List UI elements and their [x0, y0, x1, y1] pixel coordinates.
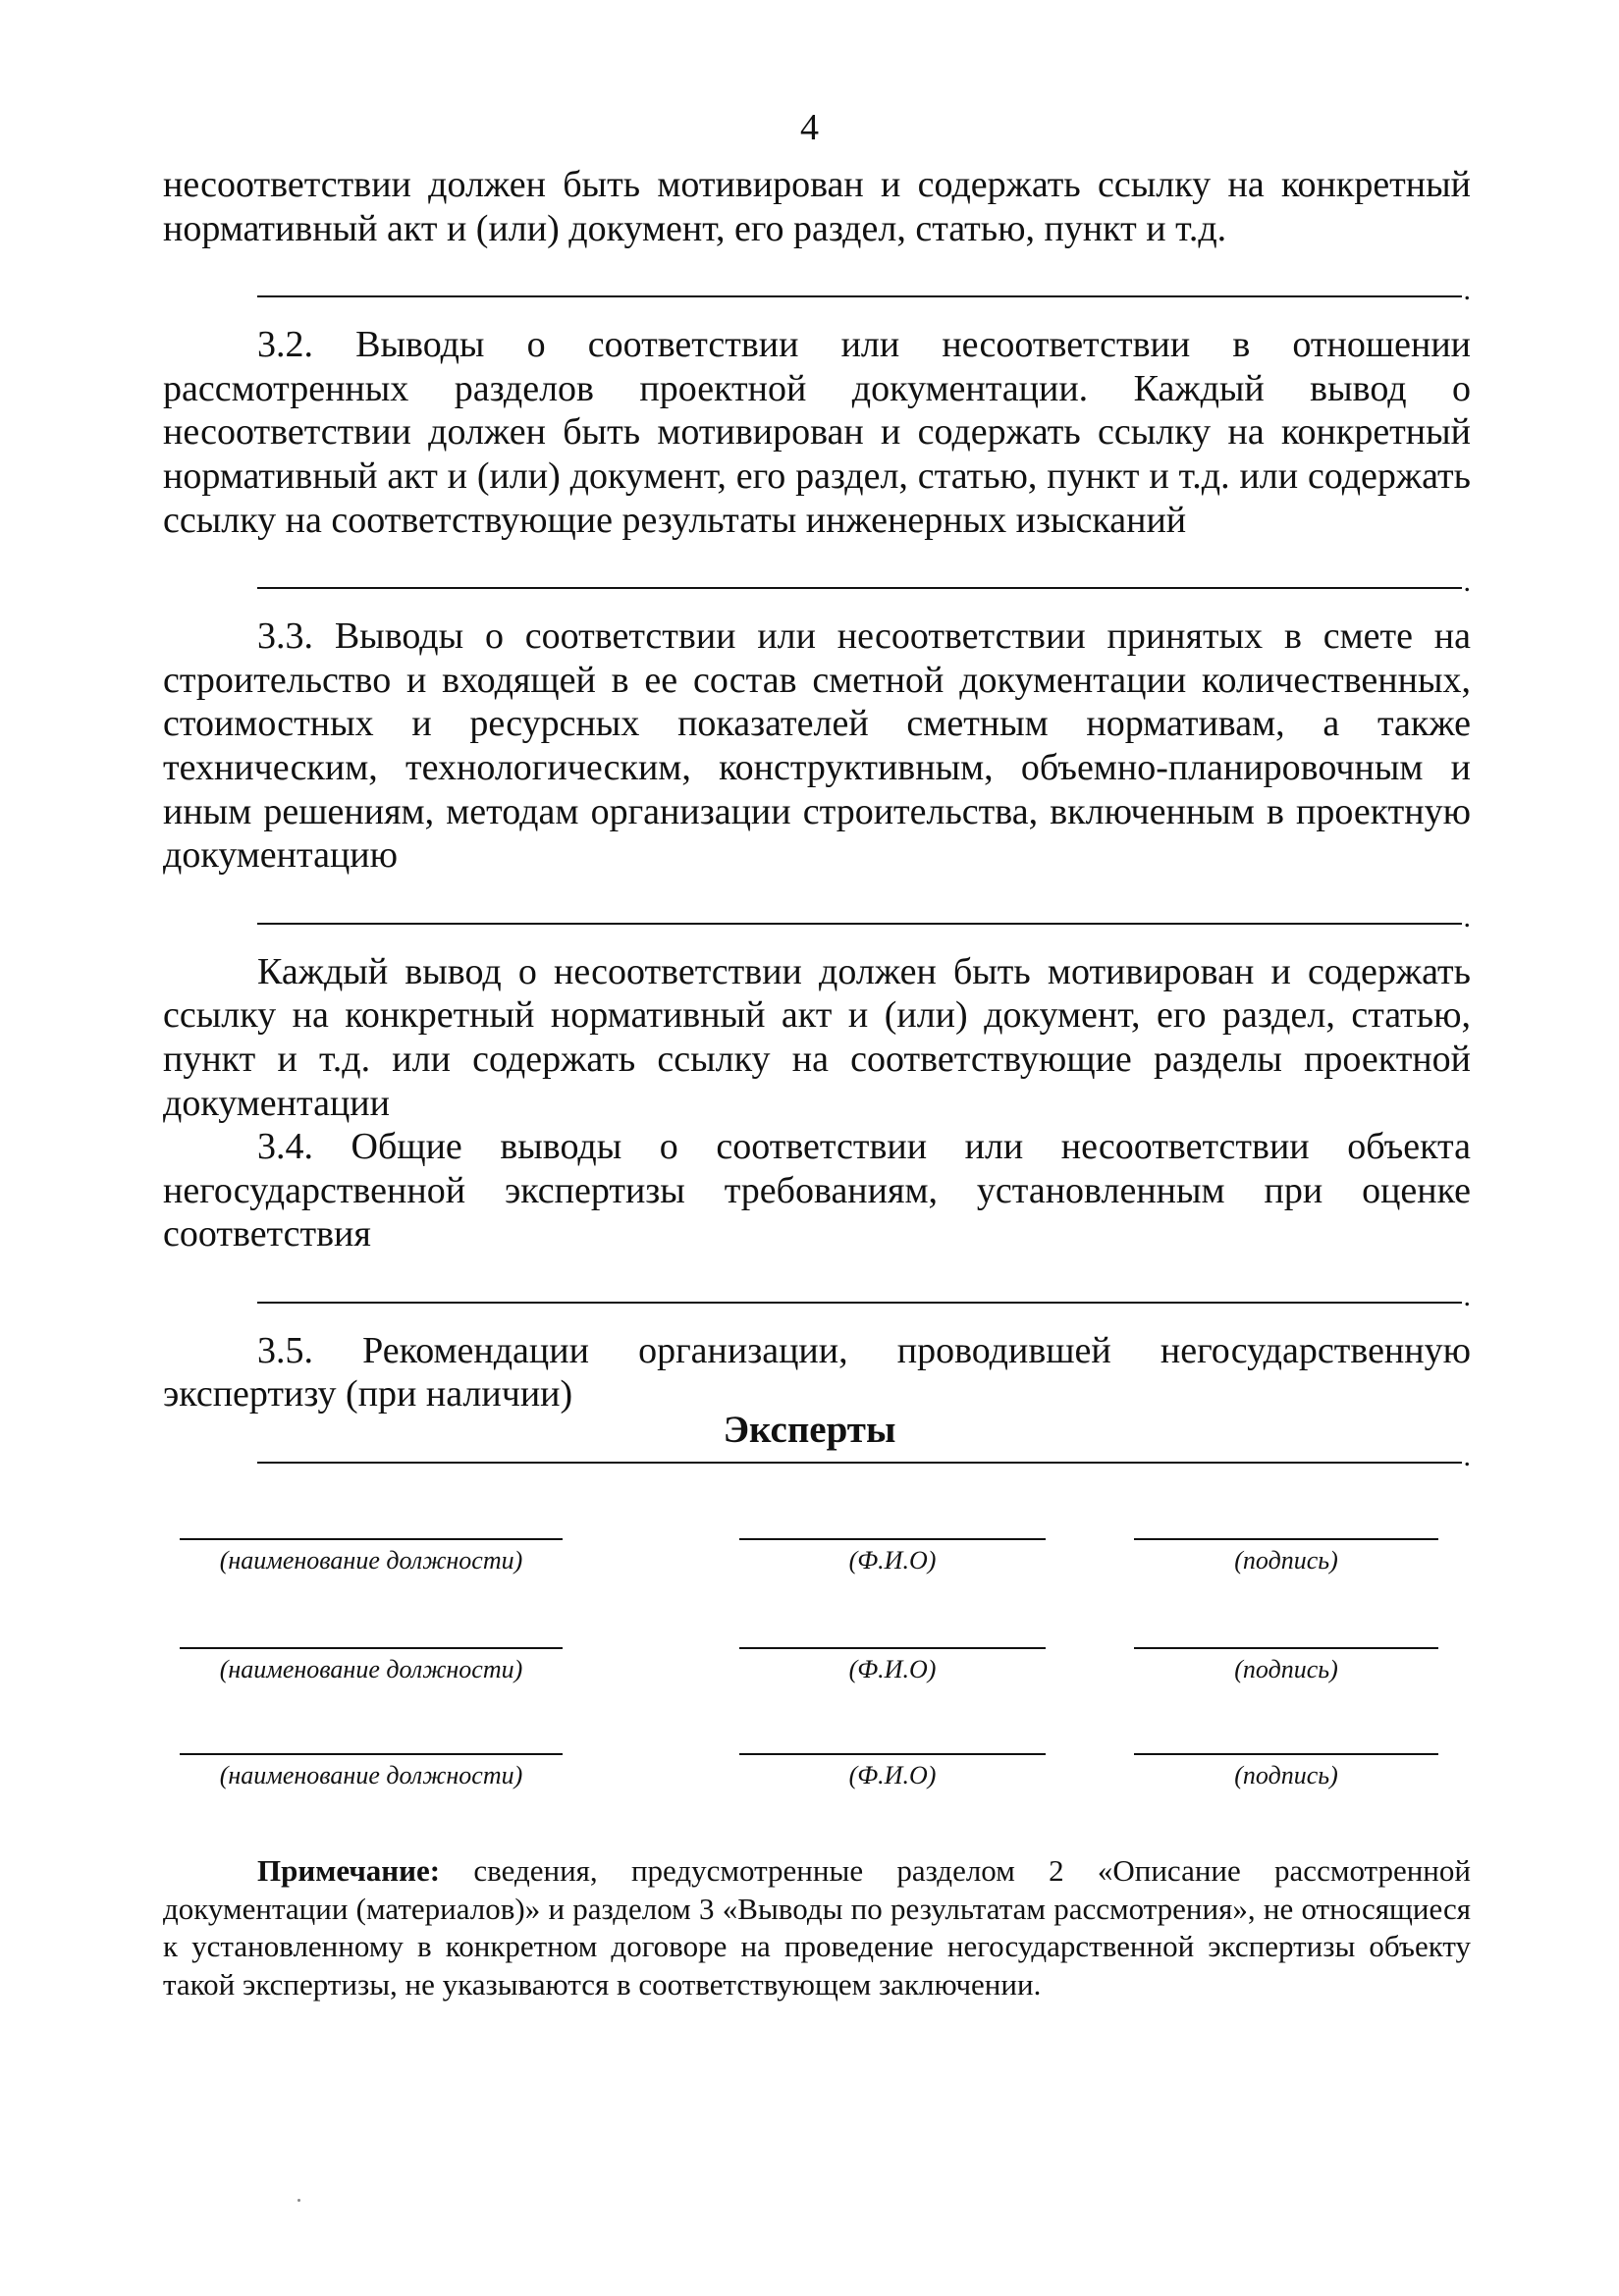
paragraph-each-conclusion: Каждый вывод о несоответствии должен быть мотивирован и содержать ссылку на конкретный нормативный акт и (или) документ, его раздел, статью, пункт и т.д. или содержать ссылку на соответствующие разделы проектной документации	[163, 950, 1471, 1124]
expert-signature-row	[0, 1753, 1619, 1812]
line-terminator: .	[1463, 1279, 1471, 1312]
position-field[interactable]: (наименование должности)	[180, 1753, 563, 1790]
line-terminator: .	[1463, 900, 1471, 934]
page-number: 4	[800, 107, 819, 148]
fill-in-line[interactable]	[257, 558, 1471, 599]
line-terminator: .	[1463, 274, 1471, 307]
signature-field[interactable]: (подпись)	[1134, 1647, 1438, 1684]
name-field[interactable]: (Ф.И.О)	[739, 1647, 1046, 1684]
note-label: Примечание:	[257, 1853, 441, 1888]
document-body	[163, 163, 1471, 1489]
signature-field[interactable]: (подпись)	[1134, 1753, 1438, 1790]
paragraph-intro: несоответствии должен быть мотивирован и содержать ссылку на конкретный нормативный акт и (или) документ, его раздел, статью, пункт и т.д.	[163, 164, 1471, 249]
fill-in-line[interactable]	[257, 893, 1471, 934]
note-paragraph	[163, 1852, 1471, 2003]
name-field[interactable]: (Ф.И.О)	[739, 1753, 1046, 1790]
note-text: сведения, предусмотренные разделом 2 «Описание рассмотренной документации (материалов)» и разделом 3 «Выводы по результатам рассмотрения», не относящиеся к установленному в конкретном договоре на проведение негосударственной экспертизы объекту такой экспертизы, не указываются в соответствующем заключении.	[163, 1853, 1471, 2002]
paragraph-3-2: 3.2. Выводы о соответствии или несоответствии в отношении рассмотренных разделов проектной документации. Каждый вывод о несоответствии должен быть мотивирован и содержать ссылку на конкретный нормативный акт и (или) документ, его раздел, статью, пункт и т.д. или содержать ссылку на соответствующие результаты инженерных изысканий	[163, 324, 1471, 541]
expert-signature-row	[0, 1538, 1619, 1597]
paragraph-3-5: 3.5. Рекомендации организации, проводившей негосударственную экспертизу (при наличии)	[163, 1329, 1471, 1415]
paragraph-3-4: 3.4. Общие выводы о соответствии или несоответствии объекта негосударственной экспертизы требованиям, установленным при оценке соответствия	[163, 1126, 1471, 1255]
position-field[interactable]: (наименование должности)	[180, 1647, 563, 1684]
position-field[interactable]: (наименование должности)	[180, 1538, 563, 1575]
name-field[interactable]: (Ф.И.О)	[739, 1538, 1046, 1575]
paragraph-3-3: 3.3. Выводы о соответствии или несоответствии принятых в смете на строительство и входящей в ее состав сметной документации количественных, стоимостных и ресурсных показателей сметным нормативам, а также техническим, технологическим, конструктивным, объемно-планировочным и иным решениям, методам организации строительства, включенным в проектную документацию	[163, 615, 1471, 877]
expert-signature-row	[0, 1647, 1619, 1706]
fill-in-line[interactable]	[257, 1272, 1471, 1312]
scan-speck	[297, 2199, 300, 2202]
experts-title: Эксперты	[723, 1409, 896, 1451]
fill-in-line[interactable]	[257, 266, 1471, 307]
signature-field[interactable]: (подпись)	[1134, 1538, 1438, 1575]
line-terminator: .	[1463, 565, 1471, 599]
line-terminator: .	[1463, 1440, 1471, 1473]
